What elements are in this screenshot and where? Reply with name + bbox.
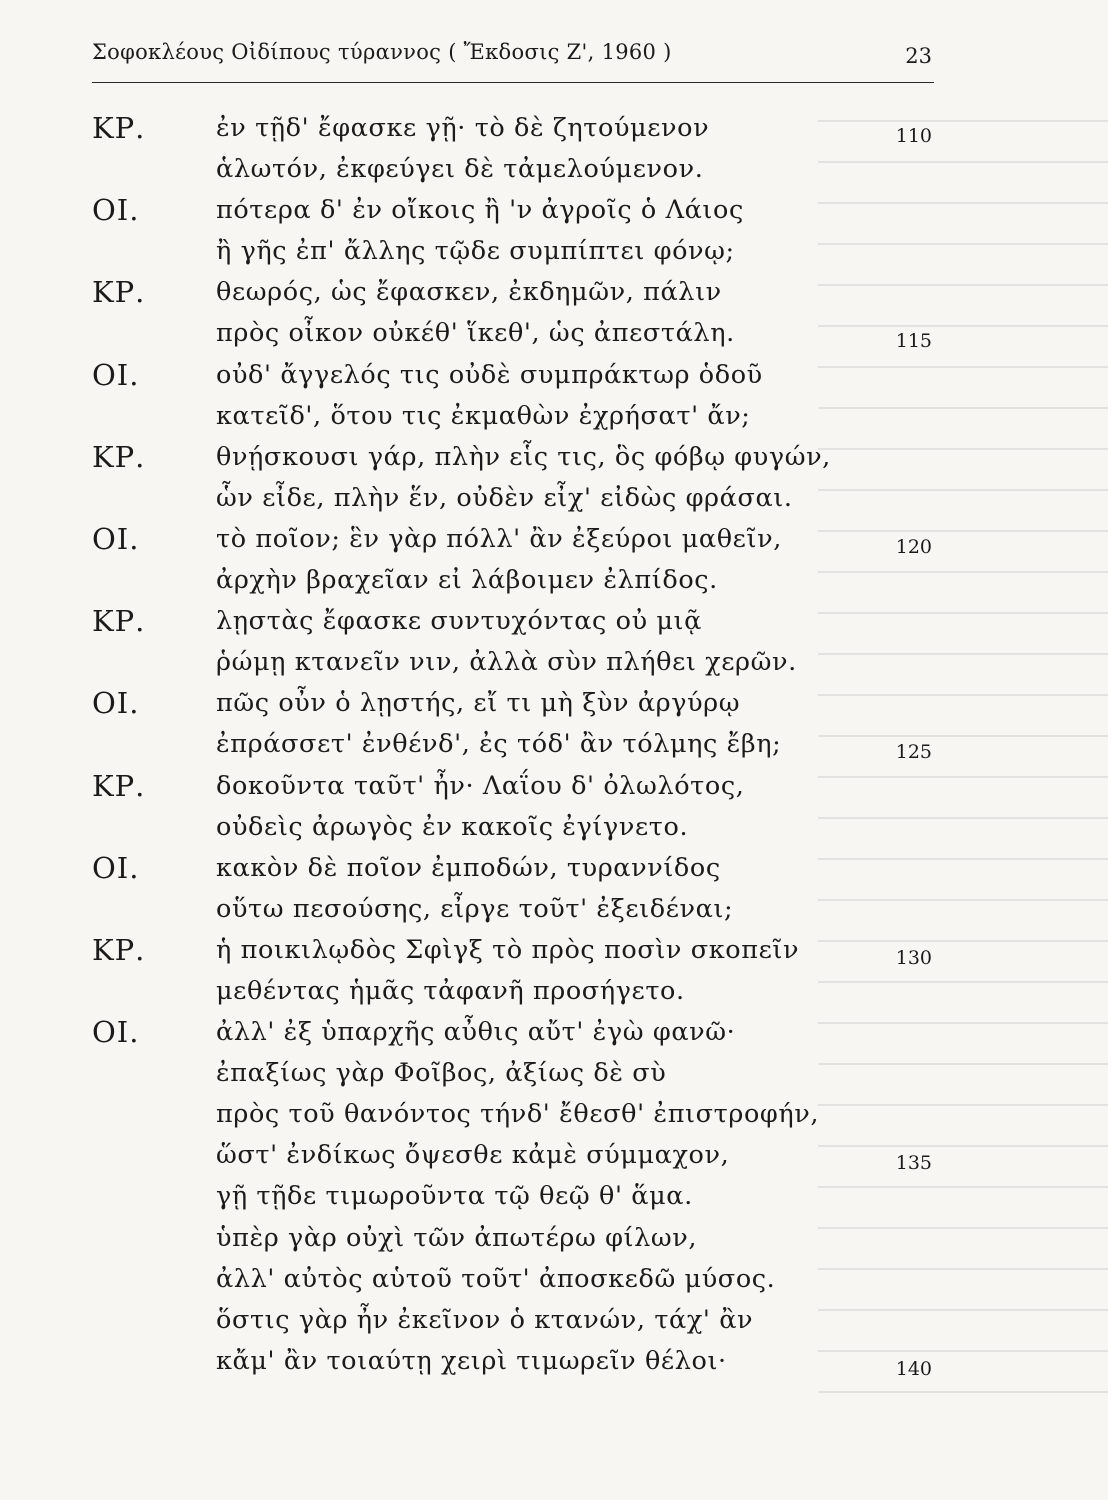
line-number: 125 [895, 741, 932, 764]
speaker-label: ΟΙ. [92, 686, 140, 721]
verse-line [0, 478, 1108, 519]
verse-line [0, 1259, 1108, 1300]
line-number: 140 [895, 1357, 932, 1380]
verse-text: ὧν εἶδε, πλὴν ἕν, οὐδὲν εἶχ' εἰδὼς φράσαι. [216, 482, 793, 513]
verse-text: θνῄσκουσι γάρ, πλὴν εἷς τις, ὃς φόβῳ φυγών, [216, 441, 831, 472]
speaker-label: ΟΙ. [92, 193, 140, 228]
verse-text: πρὸς οἶκον οὐκέθ' ἵκεθ', ὡς ἀπεστάλη. [216, 318, 735, 349]
verse-text: μεθέντας ἡμᾶς τἀφανῆ προσήγετο. [216, 975, 685, 1006]
verse-line [0, 601, 1108, 642]
speaker-label: ΟΙ. [92, 1015, 140, 1050]
verse-line [0, 437, 1108, 478]
verse-text: ἐν τῇδ' ἔφασκε γῇ· τὸ δὲ ζητούμενον [216, 113, 710, 143]
verse-text: ἀλλ' αὐτὸς αὑτοῦ τοῦτ' ἀποσκεδῶ μύσος. [216, 1263, 776, 1294]
line-number: 110 [895, 125, 932, 147]
running-header [92, 36, 934, 83]
verse-line [0, 231, 1108, 272]
speaker-label: ΚΡ. [92, 768, 146, 803]
verse-text: λῃστὰς ἔφασκε συντυχόντας οὐ μιᾷ [216, 606, 702, 637]
verse-text: ἁλωτόν, ἐκφεύγει δὲ τἀμελούμενον. [216, 154, 704, 185]
verse-text: ὥστ' ἐνδίκως ὄψεσθε κἀμὲ σύμμαχον, [216, 1140, 730, 1171]
header-title: Σοφοκλέους Οἰδίπους τύραννος ( Ἔκδοσις Ζ', 1960 ) [92, 40, 672, 64]
verse-text: ἐπράσσετ' ἐνθένδ', ἐς τόδ' ἂν τόλμης ἔβη; [216, 729, 782, 760]
verse-line [0, 930, 1108, 971]
verse-line [0, 1176, 1108, 1217]
verse-text: γῇ τῇδε τιμωροῦντα τῷ θεῷ θ' ἅμα. [216, 1181, 693, 1212]
line-number: 120 [895, 535, 932, 558]
speaker-label: ΟΙ. [92, 850, 140, 885]
speaker-label: ΚΡ. [92, 604, 146, 639]
verse-text: οὕτω πεσούσης, εἶργε τοῦτ' ἐξειδέναι; [216, 893, 734, 924]
speaker-label: ΚΡ. [92, 111, 146, 145]
verse-text: θεωρός, ὡς ἔφασκεν, ἐκδημῶν, πάλιν [216, 277, 722, 308]
verse-line [0, 355, 1108, 396]
verse-text: πῶς οὖν ὁ λῃστής, εἴ τι μὴ ξὺν ἀργύρῳ [216, 688, 741, 719]
verse-line [0, 1300, 1108, 1341]
verse-line [0, 683, 1108, 724]
verse-line [0, 807, 1108, 848]
verse-line [0, 971, 1108, 1012]
verse-block [0, 108, 1108, 1382]
verse-text: κατεῖδ', ὅτου τις ἐκμαθὼν ἐχρήσατ' ἄν; [216, 400, 751, 431]
verse-text: ἢ γῆς ἐπ' ἄλλης τῷδε συμπίπτει φόνῳ; [216, 236, 735, 267]
verse-line [0, 1053, 1108, 1094]
verse-text: ὅστις γὰρ ἦν ἐκεῖνον ὁ κτανών, τάχ' ἂν [216, 1304, 754, 1335]
verse-line [0, 272, 1108, 313]
verse-text: ὑπὲρ γὰρ οὐχὶ τῶν ἀπωτέρω φίλων, [216, 1222, 698, 1253]
verse-line [0, 149, 1108, 190]
verse-text: οὐδ' ἄγγελός τις οὐδὲ συμπράκτωρ ὁδοῦ [216, 359, 763, 390]
verse-line [0, 1341, 1108, 1382]
verse-line [0, 642, 1108, 683]
verse-text: ἡ ποικιλῳδὸς Σφὶγξ τὸ πρὸς ποσὶν σκοπεῖν [216, 934, 800, 965]
verse-line [0, 1012, 1108, 1053]
verse-text: ἐπαξίως γὰρ Φοῖβος, ἀξίως δὲ σὺ [216, 1058, 667, 1089]
verse-line [0, 396, 1108, 437]
speaker-label: ΟΙ. [92, 357, 140, 392]
verse-text: πρὸς τοῦ θανόντος τήνδ' ἔθεσθ' ἐπιστροφήν, [216, 1099, 820, 1130]
verse-text: ἀλλ' ἐξ ὑπαρχῆς αὖθις αὔτ' ἐγὼ φανῶ· [216, 1017, 736, 1048]
verse-line [0, 724, 1108, 765]
verse-text: οὐδεὶς ἀρωγὸς ἐν κακοῖς ἐγίγνετο. [216, 811, 689, 842]
verse-text: κἄμ' ἂν τοιαύτῃ χειρὶ τιμωρεῖν θέλοι· [216, 1345, 727, 1376]
verse-text: ἀρχὴν βραχεῖαν εἰ λάβοιμεν ἐλπίδος. [216, 565, 718, 596]
verse-line [0, 1135, 1108, 1176]
line-number: 130 [895, 946, 932, 969]
speaker-label: ΚΡ. [92, 439, 146, 474]
line-number: 115 [895, 330, 932, 353]
verse-text: κακὸν δὲ ποῖον ἐμποδών, τυραννίδος [216, 852, 721, 883]
verse-text: ῥώμῃ κτανεῖν νιν, ἀλλὰ σὺν πλήθει χερῶν. [216, 647, 797, 678]
verse-text: τὸ ποῖον; ἓν γὰρ πόλλ' ἂν ἐξεύροι μαθεῖν, [216, 523, 782, 554]
verse-line [0, 848, 1108, 889]
verse-text: πότερα δ' ἐν οἴκοις ἢ 'ν ἀγροῖς ὁ Λάιος [216, 195, 744, 226]
verse-line [0, 766, 1108, 807]
speaker-label: ΚΡ. [92, 932, 146, 967]
verse-line [0, 313, 1108, 354]
verse-line [0, 560, 1108, 601]
verse-line [0, 889, 1108, 930]
speaker-label: ΟΙ. [92, 521, 140, 556]
speaker-label: ΚΡ. [92, 275, 146, 310]
verse-line [0, 519, 1108, 560]
verse-line [0, 190, 1108, 231]
verse-line [0, 1094, 1108, 1135]
line-number: 135 [895, 1152, 932, 1175]
page-number: 23 [905, 44, 932, 68]
verse-text: δοκοῦντα ταῦτ' ἦν· Λαΐου δ' ὀλωλότος, [216, 770, 745, 801]
verse-line [0, 1218, 1108, 1259]
verse-line [0, 108, 1108, 149]
